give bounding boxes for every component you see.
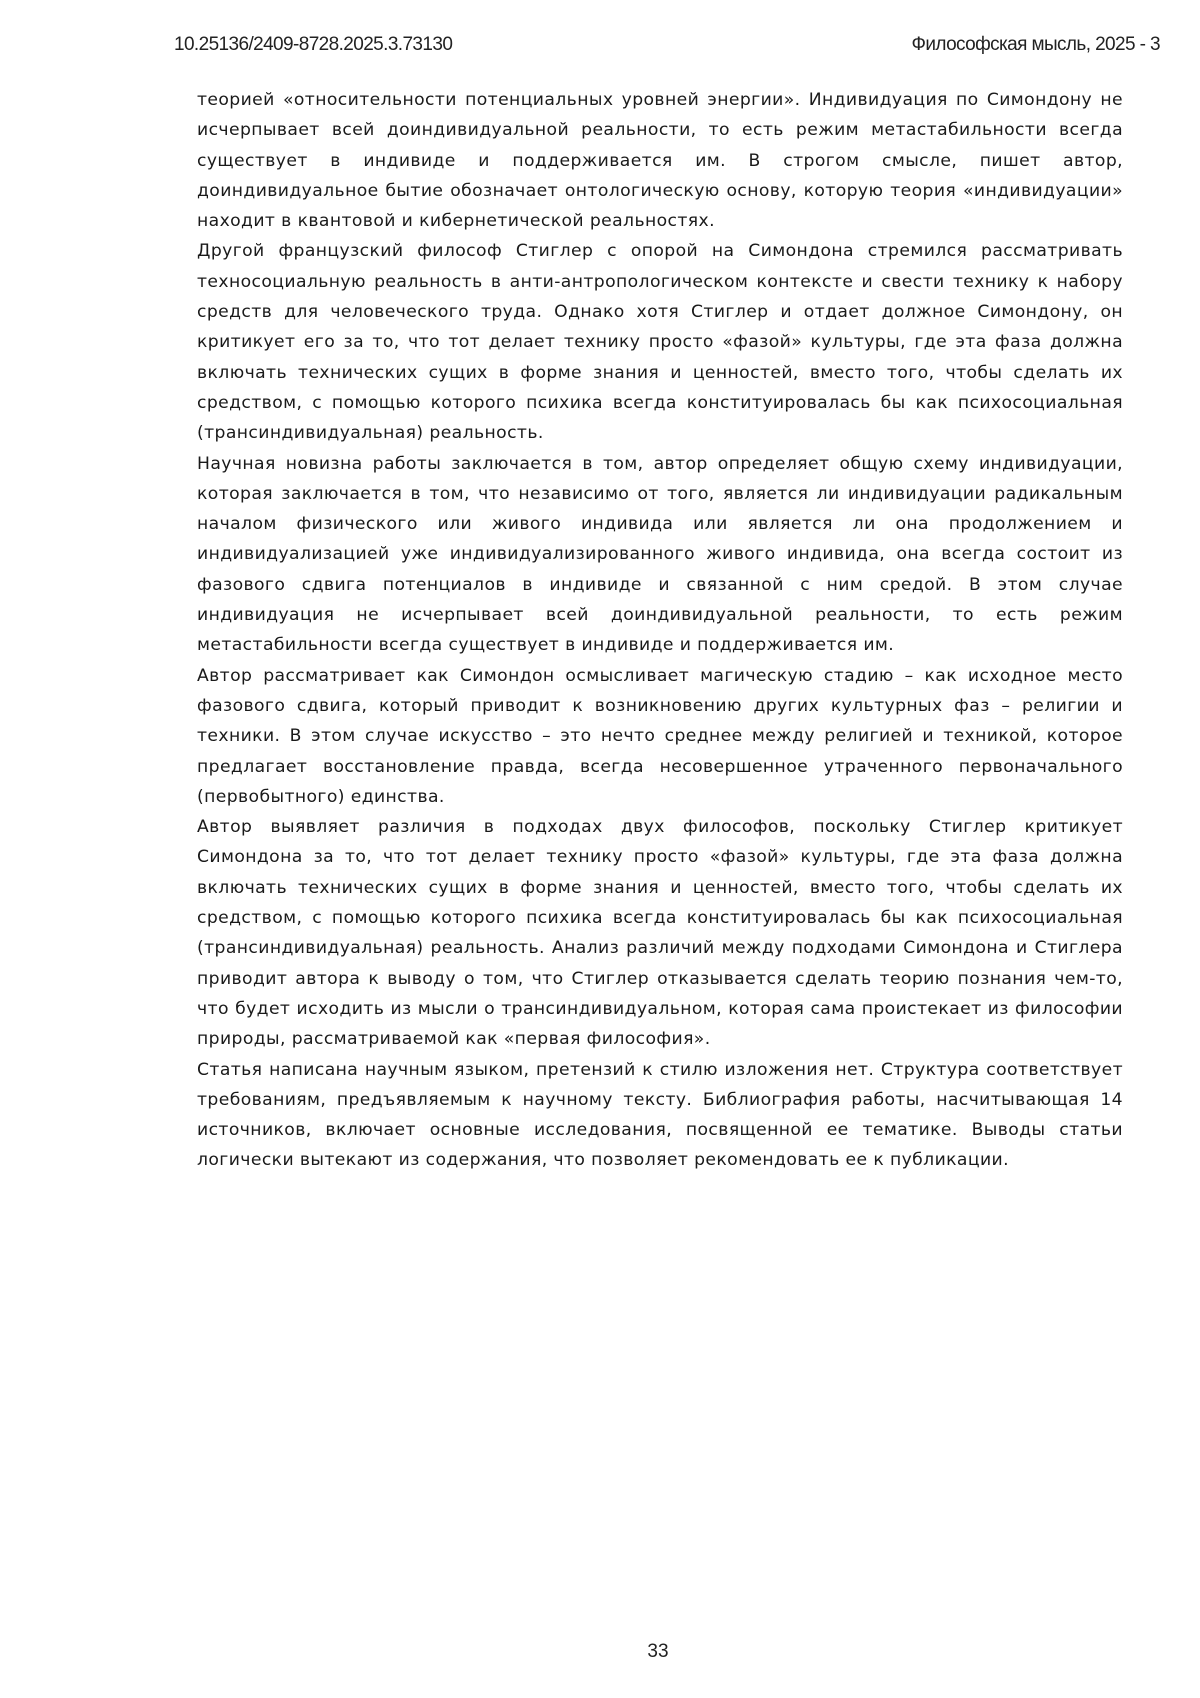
paragraph-6: Статья написана научным языком, претензий к стилю изложения нет. Структура соответствует требованиям, предъявляемым к научному тексту. Библиография работы, насчитывающая 14 источников, включает основные исследования, посвященной ее тематике. Выводы статьи логически вытекают из содержания, что позволяет рекомендовать ее к публикации. (197, 1059, 1123, 1171)
paragraph-4: Автор рассматривает как Симондон осмысливает магическую стадию – как исходное место фазового сдвига, который приводит к возникновению других культурных фаз – религии и техники. В этом случае искусство – это нечто среднее между религией и техникой, которое предлагает восстановление правда, всегда несовершенное утраченного первоначального (первобытного) единства. (197, 665, 1123, 807)
paragraph-5: Автор выявляет различия в подходах двух философов, поскольку Стиглер критикует Симондона за то, что тот делает технику просто «фазой» культуры, где эта фаза должна включать технических сущих в форме знания и ценностей, вместо того, чтобы сделать их средством, с помощью которого психика всегда конституировалась бы как психосоциальная (трансиндивидуальная) реальность. Анализ различий между подходами Симондона и Стиглера приводит автора к выводу о том, что Стиглер отказывается сделать теорию познания чем-то, что будет исходить из мысли о трансиндивидуальном, которая сама проистекает из философии природы, рассматриваемой как «первая философия». (197, 817, 1123, 1050)
paragraph-1: теорией «относительности потенциальных уровней энергии». Индивидуация по Симондону не исчерпывает всей доиндивидуальной реальности, то есть режим метастабильности всегда существует в индивиде и поддерживается им. В строгом смысле, пишет автор, доиндивидуальное бытие обозначает онтологическую основу, которую теория «индивидуации» находит в квантовой и кибернетической реальностях. (197, 90, 1123, 232)
page-header (174, 34, 1160, 62)
journal-issue-label: Философская мысль, 2025 - 3 (911, 34, 1160, 55)
article-body (197, 85, 1123, 1176)
paragraph-3: Научная новизна работы заключается в том, автор определяет общую схему индивидуации, которая заключается в том, что независимо от того, является ли индивидуации радикальным началом физического или живого индивида или является ли она продолжением и индивидуализацией уже индивидуализированного живого индивида, она всегда состоит из фазового сдвига потенциалов в индивиде и связанной с ним средой. В этом случае индивидуация не исчерпывает всей доиндивидуальной реальности, то есть режим метастабильности всегда существует в индивиде и поддерживается им. (197, 453, 1123, 656)
paragraph-2: Другой французский философ Стиглер с опорой на Симондона стремился рассматривать техносоциальную реальность в анти-антропологическом контексте и свести технику к набору средств для человеческого труда. Однако хотя Стиглер и отдает должное Симондону, он критикует его за то, что тот делает технику просто «фазой» культуры, где эта фаза должна включать технических сущих в форме знания и ценностей, вместо того, чтобы сделать их средством, с помощью которого психика всегда конституировалась бы как психосоциальная (трансиндивидуальная) реальность. (197, 241, 1123, 444)
doi-label: 10.25136/2409-8728.2025.3.73130 (174, 34, 453, 55)
page-number: 33 (647, 1641, 669, 1662)
